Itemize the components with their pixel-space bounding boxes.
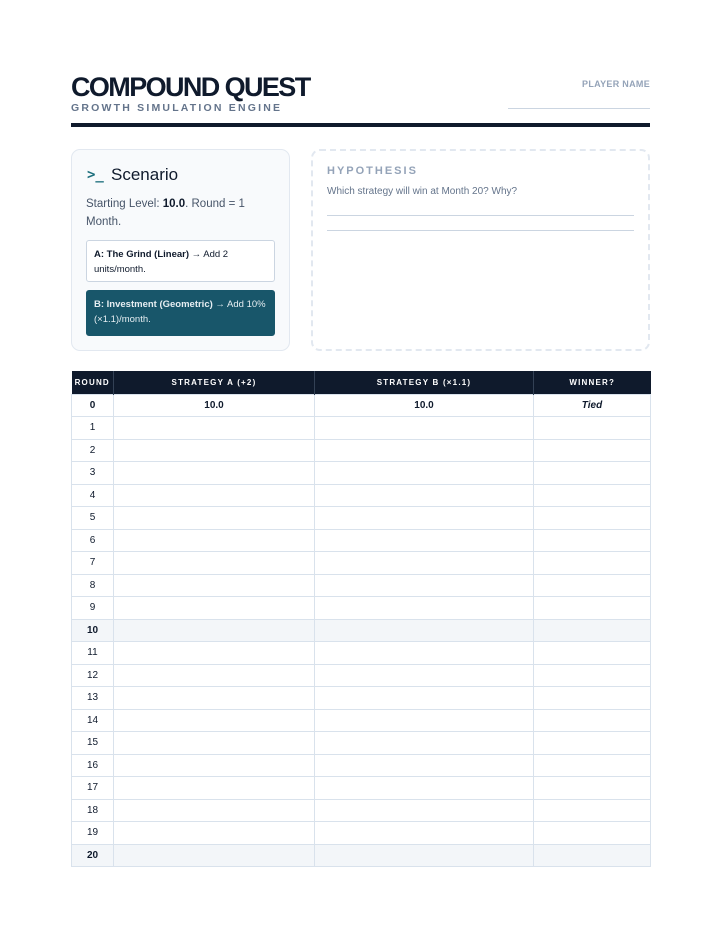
strategy-a-cell[interactable] — [114, 844, 315, 867]
hypothesis-question: Which strategy will win at Month 20? Why? — [327, 186, 518, 197]
round-cell: 15 — [72, 732, 114, 755]
table-row — [72, 394, 651, 417]
hypothesis-answer-line[interactable] — [327, 215, 634, 216]
strategy-b-cell[interactable] — [315, 844, 534, 867]
table-row — [72, 822, 651, 845]
table-row — [72, 664, 651, 687]
strategy-b-cell[interactable] — [315, 687, 534, 710]
strategy-a-cell[interactable] — [114, 619, 315, 642]
strategy-b-cell[interactable] — [315, 799, 534, 822]
round-cell: 19 — [72, 822, 114, 845]
strategy-a-cell[interactable] — [114, 597, 315, 620]
winner-cell[interactable] — [534, 687, 651, 710]
strategy-a-cell[interactable] — [114, 439, 315, 462]
strategy-a-cell: 10.0 — [114, 394, 315, 417]
round-cell: 14 — [72, 709, 114, 732]
winner-cell[interactable] — [534, 844, 651, 867]
scenario-description — [86, 196, 276, 231]
strategy-a-cell[interactable] — [114, 687, 315, 710]
winner-cell[interactable] — [534, 664, 651, 687]
scenario-heading — [87, 165, 178, 185]
strategy-b-cell: 10.0 — [315, 394, 534, 417]
table-header-row — [72, 371, 651, 394]
strategy-a-cell[interactable] — [114, 642, 315, 665]
strategy-a-cell[interactable] — [114, 799, 315, 822]
round-cell: 2 — [72, 439, 114, 462]
strategy-a-cell[interactable] — [114, 417, 315, 440]
strategy-a-cell[interactable] — [114, 552, 315, 575]
winner-cell[interactable] — [534, 552, 651, 575]
round-cell: 18 — [72, 799, 114, 822]
strategy-b-cell[interactable] — [315, 664, 534, 687]
option-a-name: A: The Grind (Linear) — [94, 249, 189, 260]
strategy-b-cell[interactable] — [315, 484, 534, 507]
round-cell: 16 — [72, 754, 114, 777]
strategy-a-cell[interactable] — [114, 709, 315, 732]
player-name-label: PLAYER NAME — [582, 79, 650, 89]
strategy-b-cell[interactable] — [315, 732, 534, 755]
round-cell: 4 — [72, 484, 114, 507]
strategy-b-cell[interactable] — [315, 597, 534, 620]
winner-cell[interactable] — [534, 597, 651, 620]
player-name-field[interactable] — [508, 108, 650, 109]
strategy-a-cell[interactable] — [114, 732, 315, 755]
col-winner: WINNER? — [534, 371, 651, 394]
winner-cell[interactable] — [534, 754, 651, 777]
winner-cell: Tied — [534, 394, 651, 417]
col-round: ROUND — [72, 371, 114, 394]
winner-cell[interactable] — [534, 642, 651, 665]
strategy-b-cell[interactable] — [315, 574, 534, 597]
winner-cell[interactable] — [534, 732, 651, 755]
option-b-name: B: Investment (Geometric) — [94, 299, 213, 310]
strategy-a-cell[interactable] — [114, 777, 315, 800]
col-strategy-b: STRATEGY B (×1.1) — [315, 371, 534, 394]
table-row — [72, 777, 651, 800]
strategy-a-cell[interactable] — [114, 664, 315, 687]
strategy-b-cell[interactable] — [315, 529, 534, 552]
round-cell: 7 — [72, 552, 114, 575]
strategy-b-cell[interactable] — [315, 822, 534, 845]
round-cell: 10 — [72, 619, 114, 642]
winner-cell[interactable] — [534, 574, 651, 597]
table-row — [72, 507, 651, 530]
winner-cell[interactable] — [534, 439, 651, 462]
option-b-card — [86, 290, 275, 336]
strategy-b-cell[interactable] — [315, 642, 534, 665]
col-strategy-a: STRATEGY A (+2) — [114, 371, 315, 394]
table-row — [72, 574, 651, 597]
page-title: COMPOUND QUEST — [71, 72, 310, 102]
scenario-card — [71, 149, 290, 351]
hypothesis-label: HYPOTHESIS — [327, 165, 418, 177]
round-cell: 3 — [72, 462, 114, 485]
header-divider — [71, 123, 650, 127]
strategy-b-cell[interactable] — [315, 777, 534, 800]
round-cell: 12 — [72, 664, 114, 687]
page-header — [71, 72, 650, 128]
strategy-b-cell[interactable] — [315, 417, 534, 440]
terminal-prompt-icon: >_ — [87, 167, 104, 183]
start-value: 10.0 — [162, 198, 186, 210]
winner-cell[interactable] — [534, 619, 651, 642]
winner-cell[interactable] — [534, 822, 651, 845]
table-row — [72, 844, 651, 867]
table-row — [72, 484, 651, 507]
strategy-b-cell[interactable] — [315, 439, 534, 462]
table-row — [72, 687, 651, 710]
strategy-a-cell[interactable] — [114, 574, 315, 597]
winner-cell[interactable] — [534, 777, 651, 800]
winner-cell[interactable] — [534, 417, 651, 440]
strategy-b-cell[interactable] — [315, 552, 534, 575]
strategy-a-cell[interactable] — [114, 484, 315, 507]
winner-cell[interactable] — [534, 484, 651, 507]
table-row — [72, 552, 651, 575]
winner-cell[interactable] — [534, 462, 651, 485]
table-row — [72, 462, 651, 485]
round-definition: . Round = 1 Month. — [86, 198, 245, 228]
table-row — [72, 529, 651, 552]
table-row — [72, 754, 651, 777]
hypothesis-answer-line[interactable] — [327, 230, 634, 231]
round-cell: 11 — [72, 642, 114, 665]
strategy-b-cell[interactable] — [315, 754, 534, 777]
round-cell: 13 — [72, 687, 114, 710]
round-cell: 9 — [72, 597, 114, 620]
option-a-card — [86, 240, 275, 282]
simulation-table — [71, 371, 651, 867]
round-cell: 5 — [72, 507, 114, 530]
round-cell: 17 — [72, 777, 114, 800]
table-row — [72, 619, 651, 642]
round-cell: 0 — [72, 394, 114, 417]
winner-cell[interactable] — [534, 529, 651, 552]
strategy-b-cell[interactable] — [315, 507, 534, 530]
scenario-title: Scenario — [111, 165, 179, 184]
table-row — [72, 439, 651, 462]
strategy-a-cell[interactable] — [114, 754, 315, 777]
round-cell: 6 — [72, 529, 114, 552]
start-label: Starting Level: — [86, 198, 163, 210]
round-cell: 1 — [72, 417, 114, 440]
round-cell: 20 — [72, 844, 114, 867]
strategy-a-cell[interactable] — [114, 507, 315, 530]
strategy-a-cell[interactable] — [114, 822, 315, 845]
hypothesis-card — [311, 149, 650, 351]
strategy-b-cell[interactable] — [315, 619, 534, 642]
table-row — [72, 799, 651, 822]
strategy-a-cell[interactable] — [114, 462, 315, 485]
winner-cell[interactable] — [534, 799, 651, 822]
option-a-desc: → Add 2 units/month. — [94, 249, 229, 275]
strategy-b-cell[interactable] — [315, 709, 534, 732]
option-b-desc: → Add 10% (×1.1)/month. — [94, 299, 266, 325]
round-cell: 8 — [72, 574, 114, 597]
table-row — [72, 597, 651, 620]
winner-cell[interactable] — [534, 507, 651, 530]
strategy-a-cell[interactable] — [114, 529, 315, 552]
strategy-b-cell[interactable] — [315, 462, 534, 485]
table-row — [72, 642, 651, 665]
winner-cell[interactable] — [534, 709, 651, 732]
table-row — [72, 417, 651, 440]
table-row — [72, 732, 651, 755]
page-subtitle: GROWTH SIMULATION ENGINE — [71, 102, 283, 114]
table-row — [72, 709, 651, 732]
